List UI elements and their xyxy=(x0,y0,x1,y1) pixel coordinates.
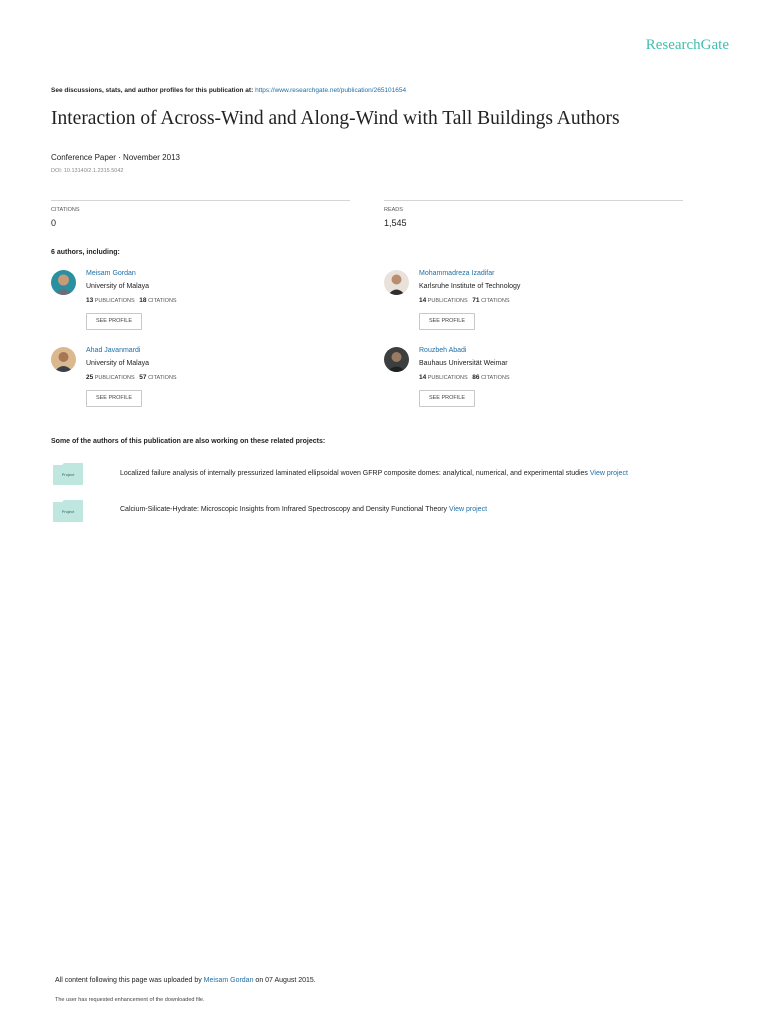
author-institution: University of Malaya xyxy=(86,360,150,367)
citations-count: 18 xyxy=(139,297,147,304)
see-profile-button[interactable]: SEE PROFILE xyxy=(419,390,475,407)
publication-title: Interaction of Across-Wind and Along-Wind with Tall Buildings Authors xyxy=(51,108,620,129)
publications-count: 14 xyxy=(419,374,427,381)
upload-note xyxy=(55,977,316,984)
author-stats xyxy=(419,297,510,304)
projects-heading: Some of the authors of this publication are also working on these related projects: xyxy=(51,438,326,445)
citations-label: CITATIONS xyxy=(481,375,510,381)
reads-value: 1,545 xyxy=(384,218,407,228)
project-icon-label: Project xyxy=(61,472,75,477)
citations-divider xyxy=(51,200,350,201)
author-name-link[interactable]: Meisam Gordan xyxy=(86,270,136,277)
publications-count: 25 xyxy=(86,374,94,381)
author-card xyxy=(384,347,684,417)
authors-heading: 6 authors, including: xyxy=(51,249,120,256)
avatar[interactable] xyxy=(51,347,76,372)
conference-line: Conference Paper · November 2013 xyxy=(51,153,180,162)
citations-label: CITATIONS xyxy=(148,298,177,304)
project-item xyxy=(120,470,628,477)
see-profile-button[interactable]: SEE PROFILE xyxy=(419,313,475,330)
publication-url-link[interactable]: https://www.researchgate.net/publication/265101654 xyxy=(255,87,407,94)
author-name-link[interactable]: Ahad Javanmardi xyxy=(86,347,141,354)
see-profile-button[interactable]: SEE PROFILE xyxy=(86,313,142,330)
project-folder-icon xyxy=(53,500,83,520)
project-title: Calcium-Silicate-Hydrate: Microscopic Insights from Infrared Spectroscopy and Density Functional Theory xyxy=(120,506,448,513)
author-institution: University of Malaya xyxy=(86,283,150,290)
publications-label: PUBLICATIONS xyxy=(427,298,468,304)
project-title: Localized failure analysis of internally pressurized laminated ellipsoidal woven GFRP composite domes: analytical, numerical, and experimental studies xyxy=(120,470,588,477)
avatar[interactable] xyxy=(384,270,409,295)
publications-count: 13 xyxy=(86,297,94,304)
reads-divider xyxy=(384,200,683,201)
author-institution: Bauhaus Universität Weimar xyxy=(419,360,508,367)
citations-count: 71 xyxy=(472,297,480,304)
project-item xyxy=(120,506,487,513)
uploader-link[interactable]: Meisam Gordan xyxy=(203,977,254,984)
researchgate-logo[interactable]: ResearchGate xyxy=(645,37,729,53)
doi-text: DOI: 10.13140/2.1.2315.5042 xyxy=(51,168,124,174)
publications-label: PUBLICATIONS xyxy=(94,298,135,304)
citations-label: CITATIONS xyxy=(51,207,80,213)
publications-count: 14 xyxy=(419,297,427,304)
author-card xyxy=(51,347,351,417)
author-stats xyxy=(86,374,177,381)
publications-label: PUBLICATIONS xyxy=(94,375,135,381)
author-card xyxy=(384,270,684,340)
discussions-line xyxy=(51,87,406,94)
avatar[interactable] xyxy=(51,270,76,295)
upload-suffix: on 07 August 2015. xyxy=(255,977,316,984)
citations-label: CITATIONS xyxy=(148,375,177,381)
reads-label: READS xyxy=(384,207,403,213)
citations-count: 57 xyxy=(139,374,147,381)
project-folder-icon xyxy=(53,463,83,483)
citations-value: 0 xyxy=(51,218,57,228)
publications-label: PUBLICATIONS xyxy=(427,375,468,381)
author-stats xyxy=(86,297,177,304)
upload-prefix: All content following this page was uploaded by xyxy=(55,977,202,984)
author-card xyxy=(51,270,351,340)
enhancement-note: The user has requested enhancement of the downloaded file. xyxy=(55,997,205,1003)
author-institution: Karlsruhe Institute of Technology xyxy=(419,283,521,290)
avatar[interactable] xyxy=(384,347,409,372)
citations-count: 86 xyxy=(472,374,480,381)
author-stats xyxy=(419,374,510,381)
project-icon-label: Project xyxy=(61,509,75,514)
see-profile-button[interactable]: SEE PROFILE xyxy=(86,390,142,407)
view-project-link[interactable]: View project xyxy=(589,470,628,477)
discussions-prefix: See discussions, stats, and author profiles for this publication at: xyxy=(51,87,254,94)
author-name-link[interactable]: Rouzbeh Abadi xyxy=(419,347,467,354)
citations-label: CITATIONS xyxy=(481,298,510,304)
view-project-link[interactable]: View project xyxy=(449,506,488,513)
author-name-link[interactable]: Mohammadreza Izadifar xyxy=(419,270,495,277)
